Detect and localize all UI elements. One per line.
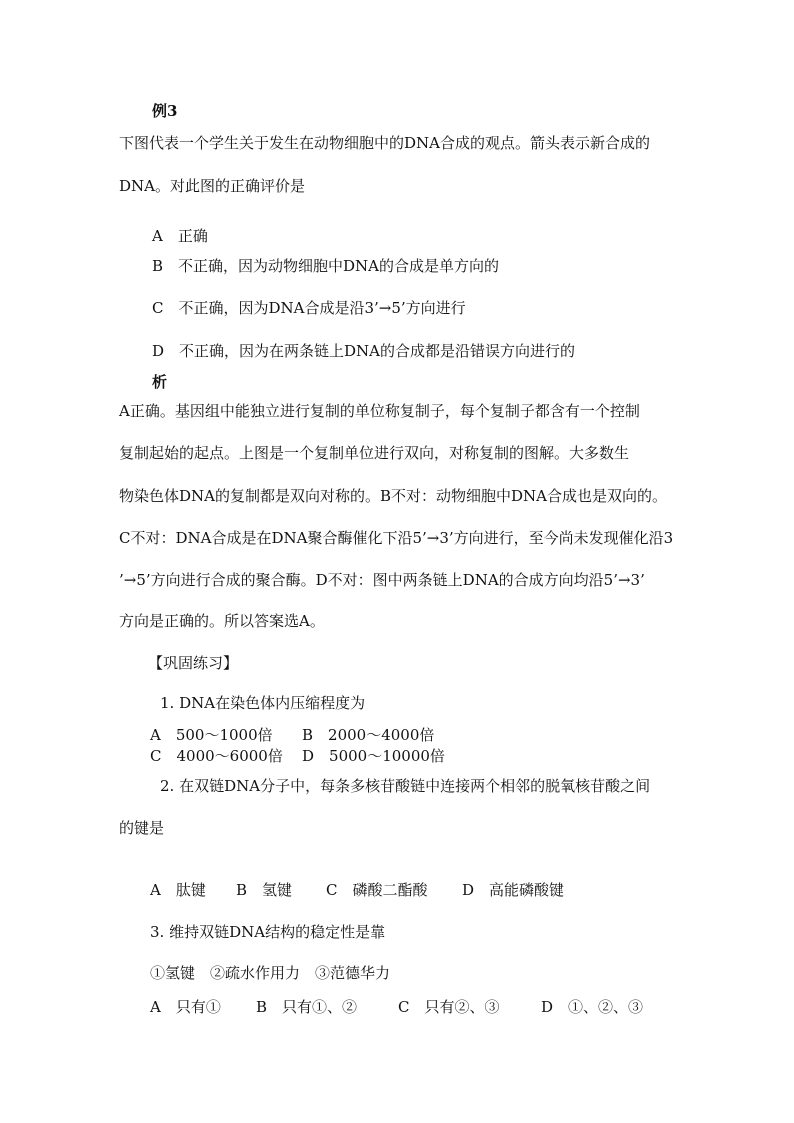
q3-option-d: D ①、②、③ [541, 998, 644, 1016]
example-heading: 例3 [152, 102, 178, 120]
q1-option-b: B 2000～4000倍 [302, 726, 435, 744]
option-d: D 不正确，因为在两条链上DNA的合成都是沿错误方向进行的 [152, 342, 576, 360]
q2-option-a: A 肽键 [150, 881, 206, 899]
q2-stem-line-2: 的键是 [119, 819, 165, 837]
q3-option-a: A 只有① [150, 998, 221, 1016]
analysis-line-4: C不对：DNA合成是在DNA聚合酶催化下沿5’→3’方向进行，至今尚未发现催化沿3 [119, 529, 674, 547]
question-line-1: 下图代表一个学生关于发生在动物细胞中的DNA合成的观点。箭头表示新合成的 [119, 134, 650, 152]
q1-option-c: C 4000～6000倍 [150, 747, 283, 765]
q3-stem: 3. 维持双链DNA结构的稳定性是靠 [150, 923, 386, 941]
option-c: C 不正确，因为DNA合成是沿3’→5’方向进行 [152, 299, 466, 317]
q3-option-c: C 只有②、③ [398, 998, 500, 1016]
q1-stem: 1. DNA在染色体内压缩程度为 [160, 694, 366, 712]
q3-items: ①氢键 ②疏水作用力 ③范德华力 [150, 964, 391, 982]
q2-stem-line-1: 2. 在双链DNA分子中，每条多核苷酸链中连接两个相邻的脱氧核苷酸之间 [160, 777, 651, 795]
analysis-heading: 析 [152, 373, 168, 391]
q2-option-c: C 磷酸二酯酸 [326, 881, 428, 899]
q1-option-a: A 500～1000倍 [150, 726, 273, 744]
q2-option-d: D 高能磷酸键 [462, 881, 565, 899]
option-a: A 正确 [152, 227, 208, 245]
q2-option-b: B 氢键 [236, 881, 293, 899]
q1-option-d: D 5000～10000倍 [302, 747, 445, 765]
analysis-line-5: ’→5’方向进行合成的聚合酶。D不对：图中两条链上DNA的合成方向均沿5’→3’ [119, 571, 645, 589]
analysis-line-1: A正确。基因组中能独立进行复制的单位称复制子，每个复制子都含有一个控制 [119, 402, 640, 420]
analysis-line-2: 复制起始的起点。上图是一个复制单位进行双向，对称复制的图解。大多数生 [119, 444, 630, 462]
analysis-line-6: 方向是正确的。所以答案选A。 [119, 612, 325, 630]
option-b: B 不正确，因为动物细胞中DNA的合成是单方向的 [152, 257, 500, 275]
question-line-2: DNA。对此图的正确评价是 [119, 177, 305, 195]
q3-option-b: B 只有①、② [256, 998, 358, 1016]
practice-heading: 【巩固练习】 [148, 654, 239, 672]
analysis-line-3: 物染色体DNA的复制都是双向对称的。B不对：动物细胞中DNA合成也是双向的。 [119, 487, 667, 505]
